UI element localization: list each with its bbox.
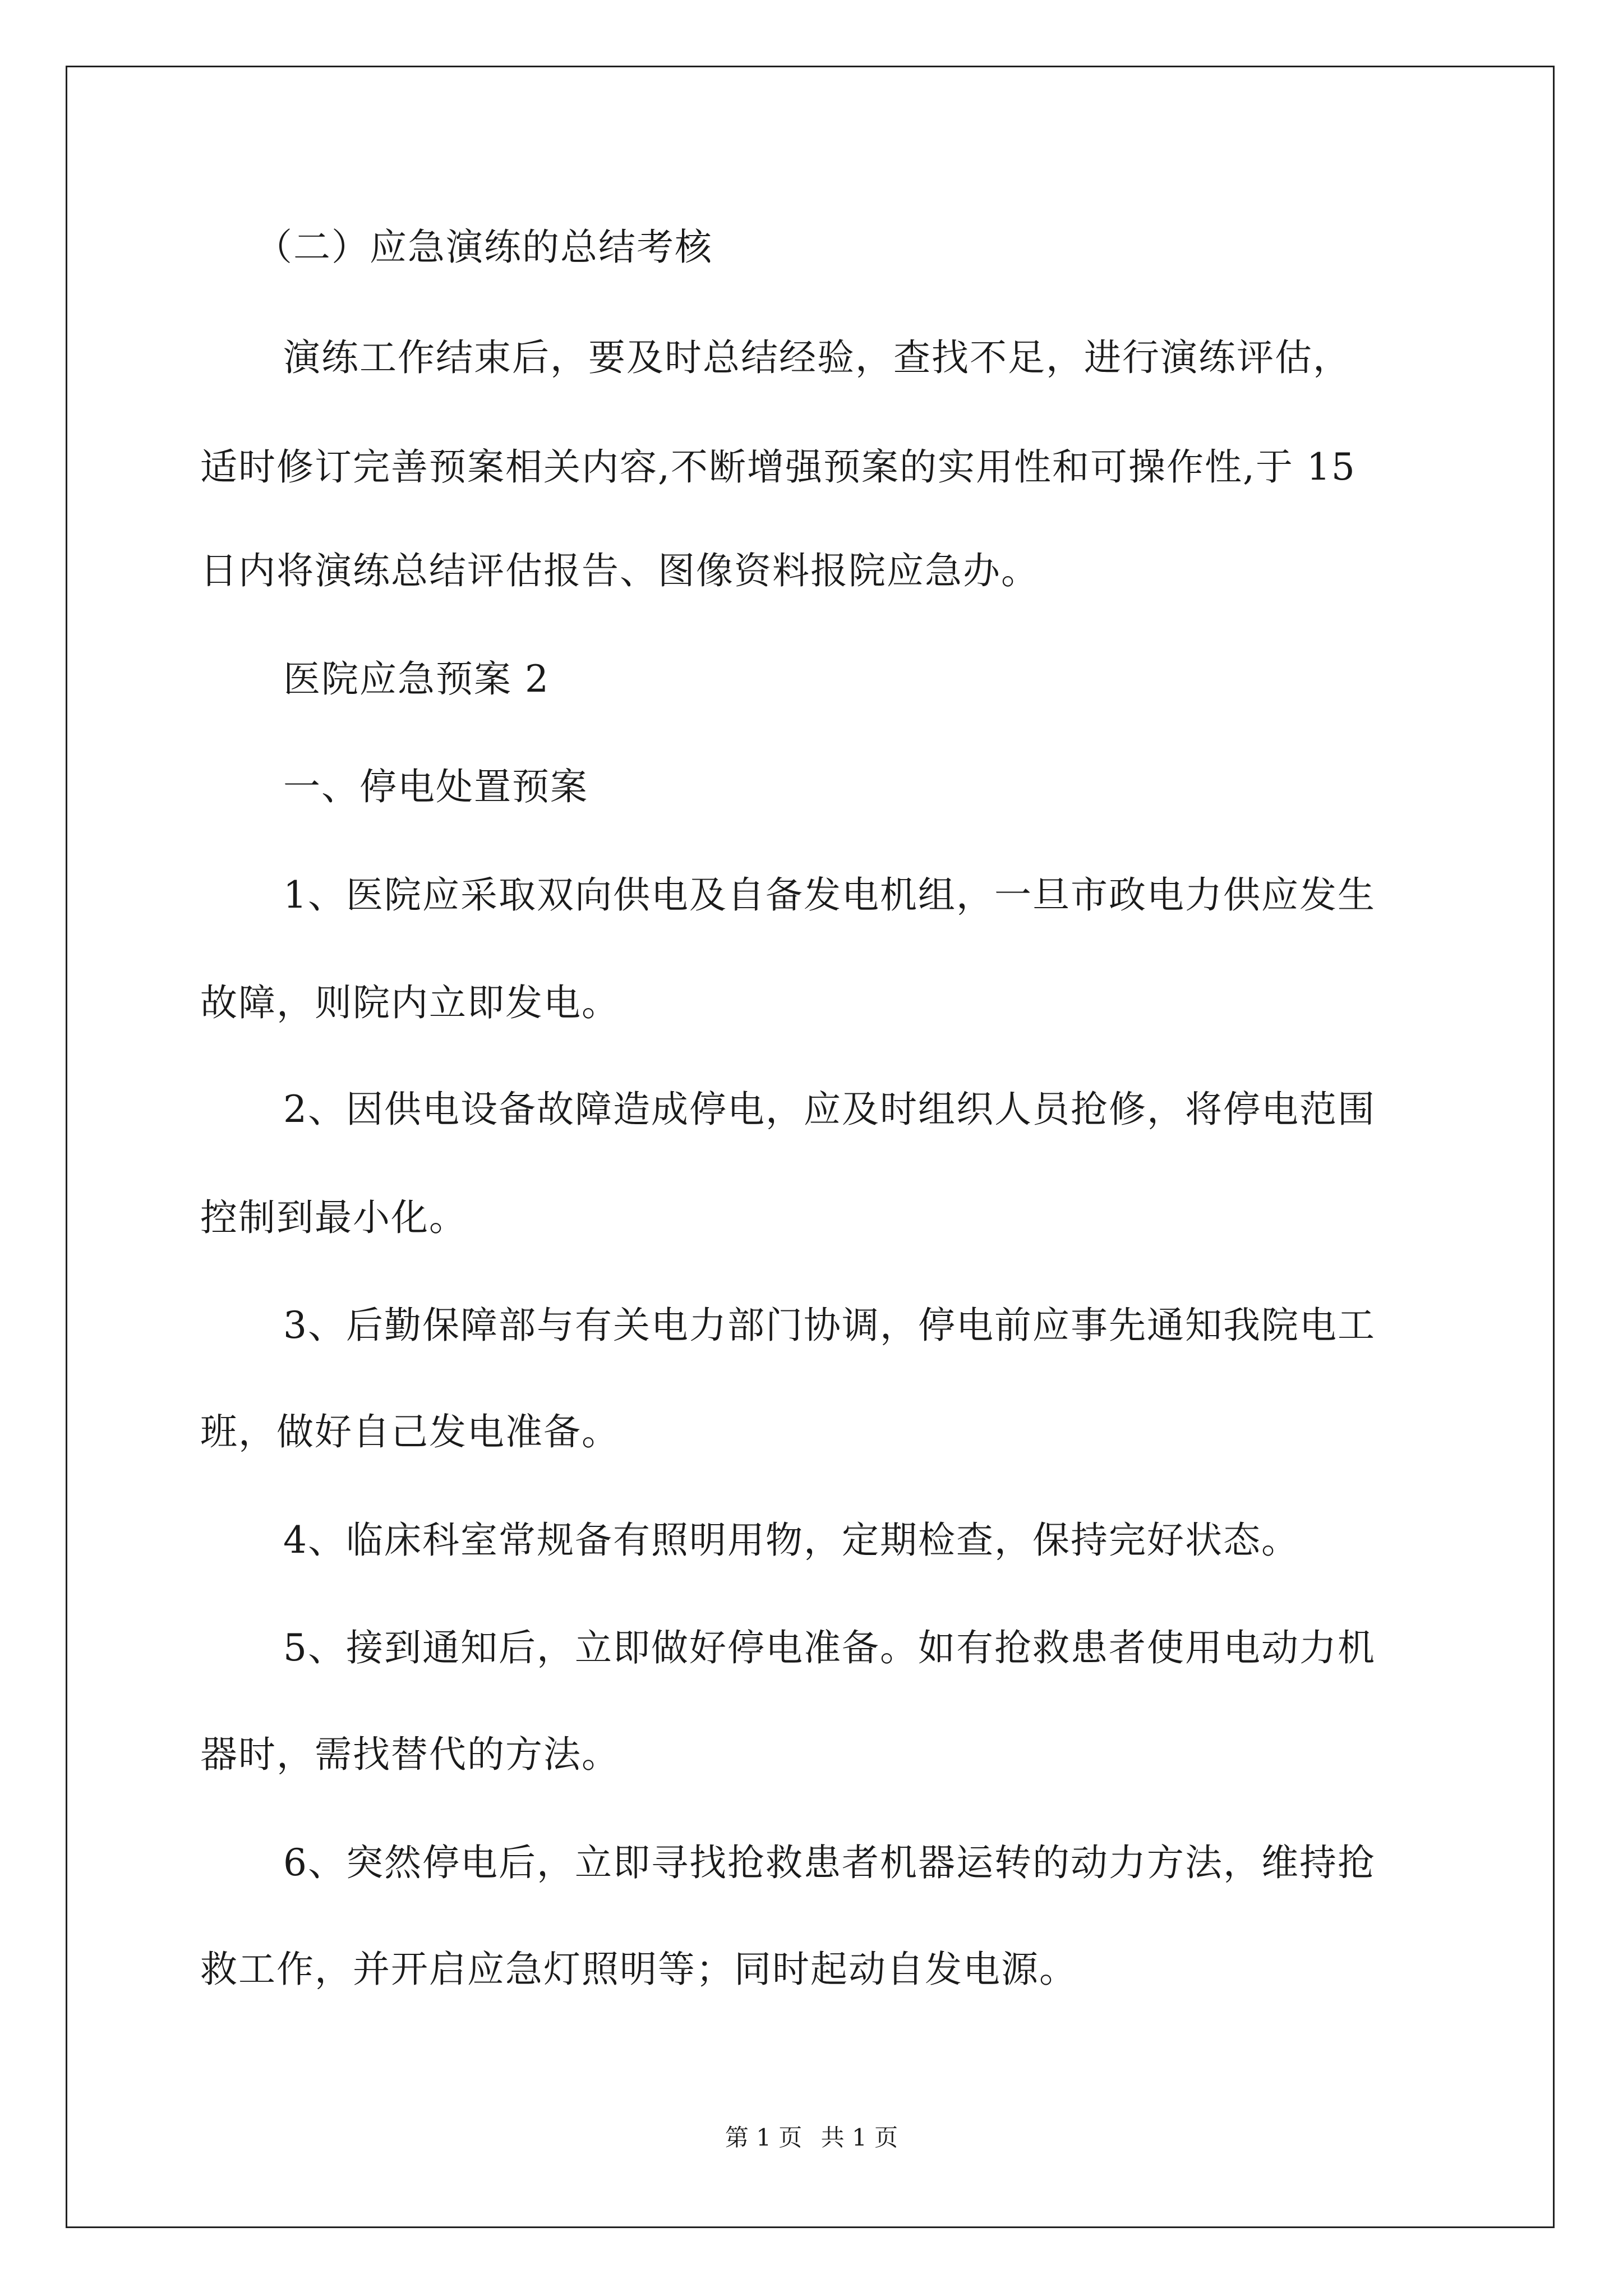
paragraph-line: 演练工作结束后，要及时总结经验，查找不足，进行演练评估， — [283, 336, 1351, 379]
page-footer — [0, 2126, 1623, 2150]
paragraph-line: 4、临床科室常规备有照明用物，定期检查，保持完好状态。 — [283, 1519, 1299, 1562]
section-heading: 一、停电处置预案 — [283, 765, 588, 808]
paragraph-line: 班，做好自己发电准备。 — [200, 1410, 620, 1453]
paragraph-line: 5、接到通知后，立即做好停电准备。如有抢救患者使用电动力机 — [283, 1626, 1376, 1669]
paragraph-line: 控制到最小化。 — [200, 1196, 467, 1239]
paragraph-line: 6、突然停电后，立即寻找抢救患者机器运转的动力方法，维持抢 — [283, 1841, 1376, 1884]
paragraph-line: 1、医院应采取双向供电及自备发电机组，一旦市政电力供应发生 — [283, 873, 1376, 917]
paragraph-line: 2、因供电设备故障造成停电，应及时组织人员抢修，将停电范围 — [283, 1088, 1376, 1131]
paragraph-line: 3、后勤保障部与有关电力部门协调，停电前应事先通知我院电工 — [283, 1304, 1376, 1347]
paragraph-line: 器时，需找替代的方法。 — [200, 1733, 620, 1776]
page-total: 共 1 页 — [820, 2124, 898, 2151]
paragraph-line: 救工作，并开启应急灯照明等；同时起动自发电源。 — [200, 1948, 1077, 1991]
page-border — [66, 66, 1555, 2228]
section-heading: （二）应急演练的总结考核 — [255, 226, 713, 269]
page-number: 第 1 页 — [725, 2124, 803, 2151]
paragraph-line: 故障，则院内立即发电。 — [200, 981, 620, 1024]
section-heading: 医院应急预案 2 — [283, 657, 550, 701]
paragraph-line: 日内将演练总结评估报告、图像资料报院应急办。 — [200, 549, 1039, 592]
paragraph-line: 适时修订完善预案相关内容,不断增强预案的实用性和可操作性,于 15 — [200, 445, 1356, 489]
